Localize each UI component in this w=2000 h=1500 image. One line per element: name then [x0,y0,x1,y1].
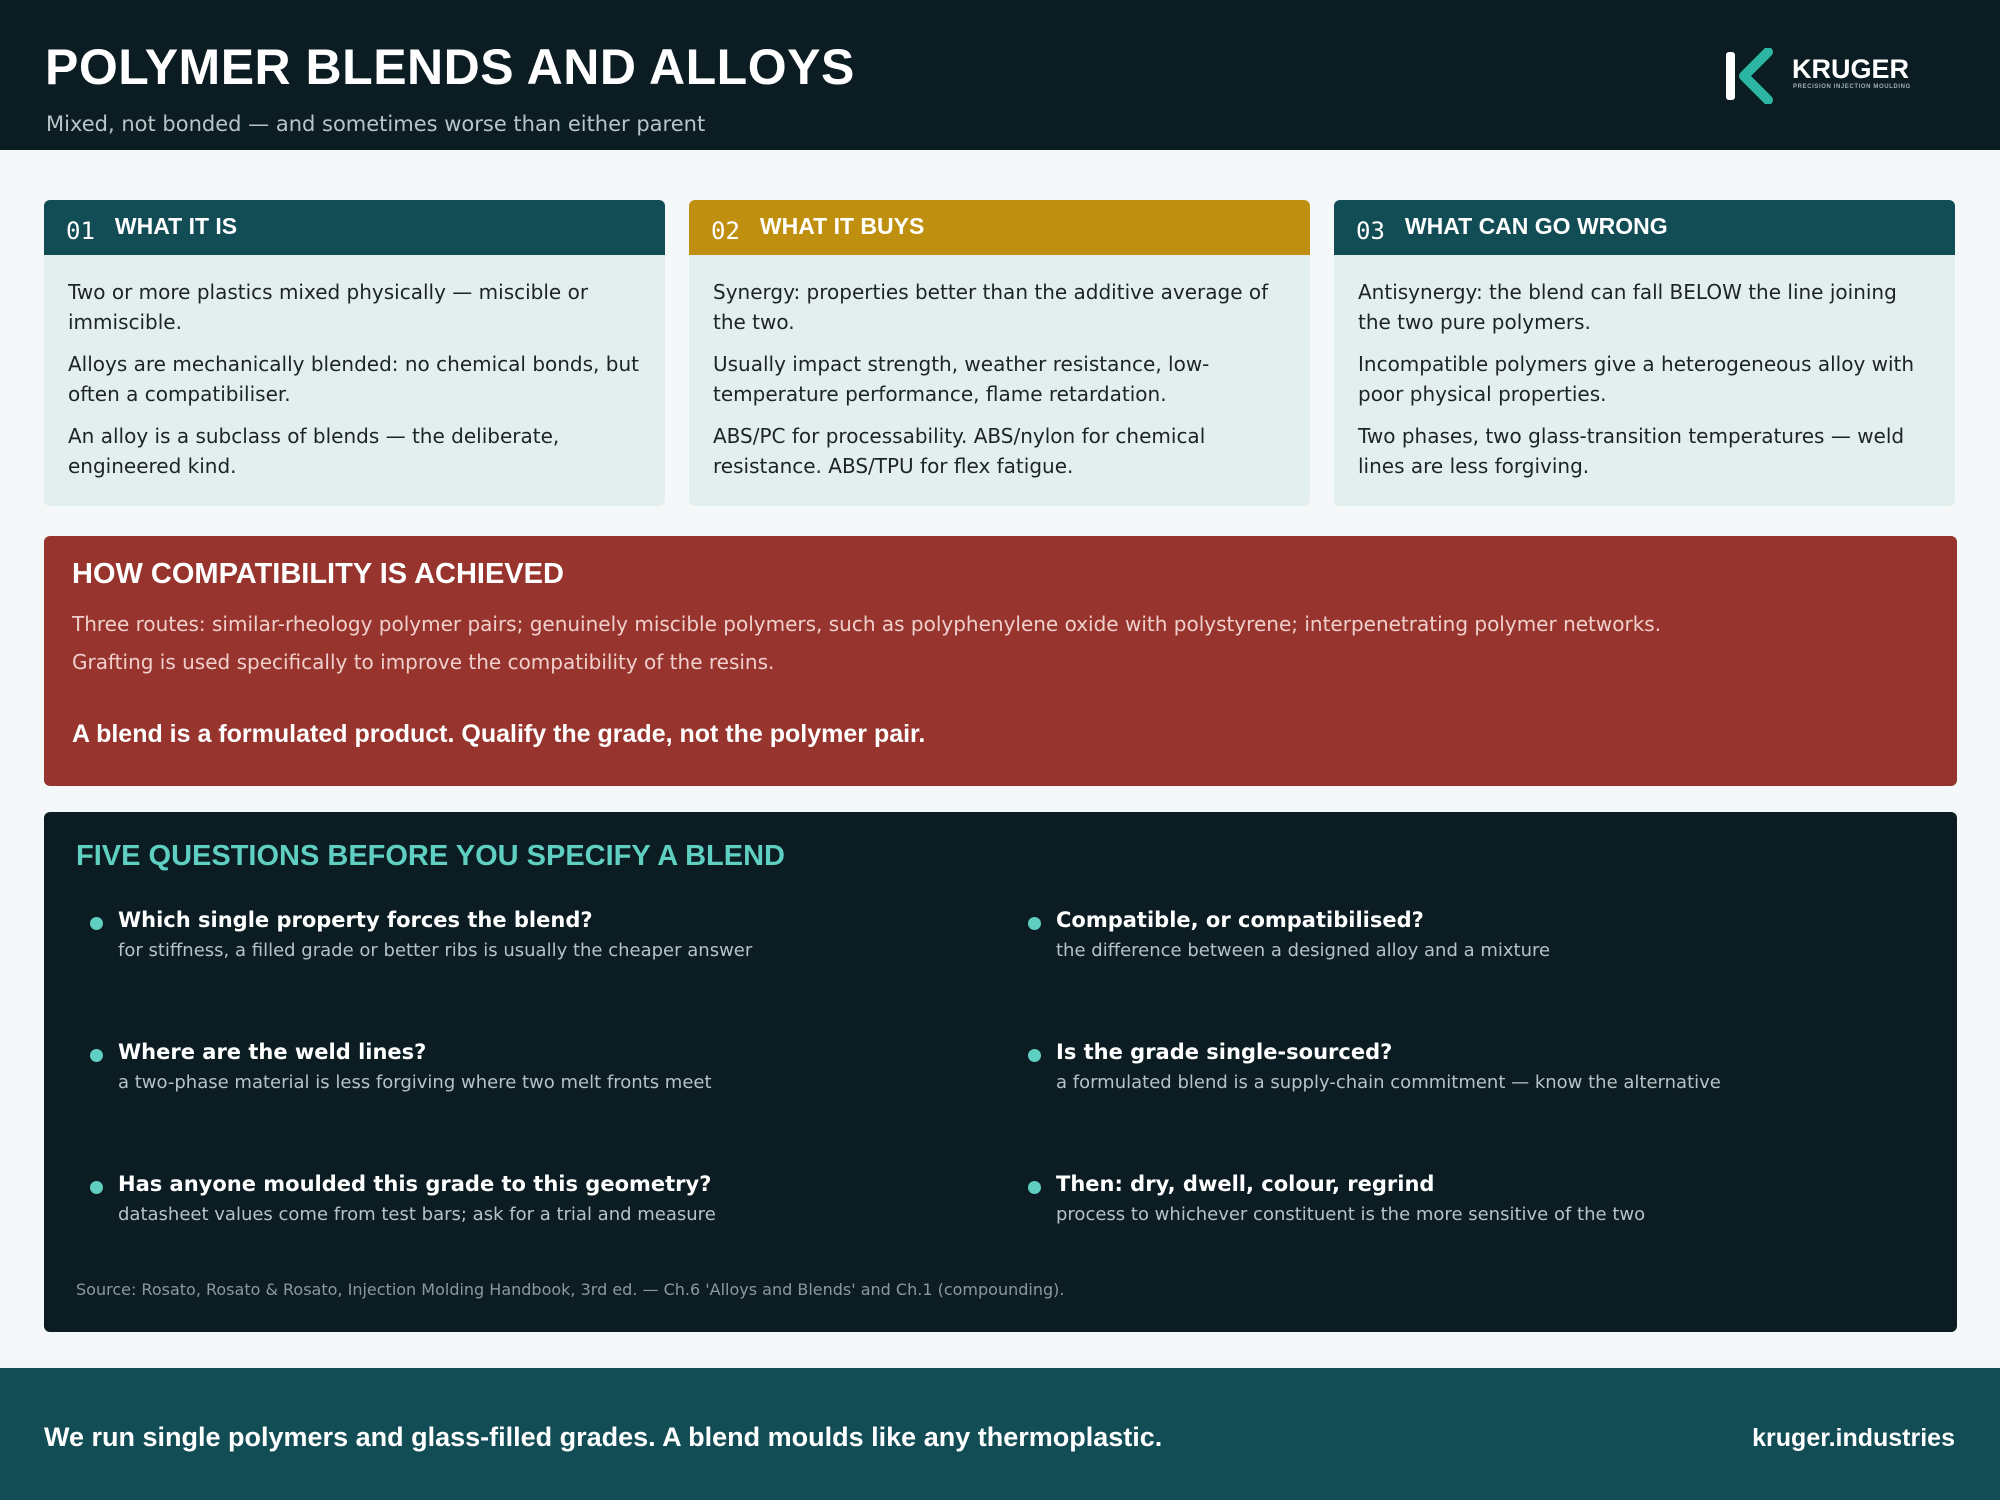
bullet-dot-icon [1028,1181,1041,1194]
compatibility-grafting: Grafting is used specifically to improve the compatibility of the resins. [72,650,775,674]
card-what-it-is [44,200,665,506]
bullet-dot-icon [90,1049,103,1062]
logo-wordmark: KRUGER [1792,54,1910,84]
question-heading: Which single property forces the blend? [118,908,593,932]
compatibility-routes: Three routes: similar-rheology polymer pairs; genuinely miscible polymers, such as polyphenylene oxide with polystyrene; interpenetrating polymer networks. [72,612,1662,636]
card-what-it-buys [689,200,1310,506]
compatibility-panel [44,536,1957,786]
card-paragraph: Usually impact strength, weather resistance, low-temperature performance, flame retardation. [713,352,1210,406]
bullet-dot-icon [90,917,103,930]
question-heading: Where are the weld lines? [118,1040,427,1064]
bullet-dot-icon [1028,1049,1041,1062]
card-paragraph: Two or more plastics mixed physically — miscible or immiscible. [68,280,589,334]
card-header [689,200,1310,255]
card-body [689,255,1310,481]
card-what-can-go-wrong [1334,200,1955,506]
card-paragraph: ABS/PC for processability. ABS/nylon for chemical resistance. ABS/TPU for flex fatigue. [713,424,1206,478]
bullet-dot-icon [1028,917,1041,930]
question-detail: process to whichever constituent is the more sensitive of the two [1056,1204,1646,1225]
question-detail: a formulated blend is a supply-chain commitment — know the alternative [1056,1072,1721,1093]
question-detail: the difference between a designed alloy and a mixture [1056,940,1551,961]
bullet-dot-icon [90,1181,103,1194]
questions-title: FIVE QUESTIONS BEFORE YOU SPECIFY A BLEND [76,840,785,872]
question-heading: Is the grade single-sourced? [1056,1040,1393,1064]
page-title: POLYMER BLENDS AND ALLOYS [45,39,855,95]
source-citation: Source: Rosato, Rosato & Rosato, Injection Molding Handbook, 3rd ed. — Ch.6 'Alloys and Blends' and Ch.1 (compounding). [76,1280,1065,1299]
k-logo-icon [1722,48,1778,104]
card-paragraph: Antisynergy: the blend can fall BELOW the line joining the two pure polymers. [1358,280,1897,334]
kruger-logo [1722,48,1952,104]
card-title: WHAT IT BUYS [759,213,925,239]
card-paragraph: An alloy is a subclass of blends — the deliberate, engineered kind. [68,424,560,478]
card-paragraph: Two phases, two glass-transition temperatures — weld lines are less forgiving. [1358,424,1905,478]
card-paragraph: Synergy: properties better than the additive average of the two. [713,280,1269,334]
page-header [0,0,2000,150]
compatibility-title: HOW COMPATIBILITY IS ACHIEVED [72,558,564,590]
card-paragraph: Alloys are mechanically blended: no chemical bonds, but often a compatibiliser. [68,352,639,406]
card-number: 01 [66,216,95,245]
question-heading: Then: dry, dwell, colour, regrind [1056,1172,1435,1196]
page-footer [0,1368,2000,1500]
page-subtitle: Mixed, not bonded — and sometimes worse than either parent [46,112,706,136]
card-number: 02 [711,216,740,245]
footer-website-link[interactable]: kruger.industries [1752,1424,1955,1452]
card-title: WHAT IT IS [114,213,238,239]
card-header [44,200,665,255]
compatibility-emphasis: A blend is a formulated product. Qualify the grade, not the polymer pair. [72,720,926,748]
card-body [44,255,665,481]
question-detail: for stiffness, a filled grade or better ribs is usually the cheaper answer [118,940,753,961]
question-heading: Compatible, or compatibilised? [1056,908,1424,932]
questions-panel [44,812,1957,1332]
footer-statement: We run single polymers and glass-filled grades. A blend moulds like any thermoplastic. [44,1422,1163,1452]
logo-tagline: PRECISION INJECTION MOULDING [1793,84,1911,90]
card-title: WHAT CAN GO WRONG [1404,213,1668,239]
question-heading: Has anyone moulded this grade to this geometry? [118,1172,712,1196]
question-detail: a two-phase material is less forgiving where two melt fronts meet [118,1072,712,1093]
card-paragraph: Incompatible polymers give a heterogeneous alloy with poor physical properties. [1358,352,1915,406]
card-body [1334,255,1955,481]
card-header [1334,200,1955,255]
card-number: 03 [1356,216,1385,245]
question-detail: datasheet values come from test bars; ask for a trial and measure [118,1204,716,1225]
